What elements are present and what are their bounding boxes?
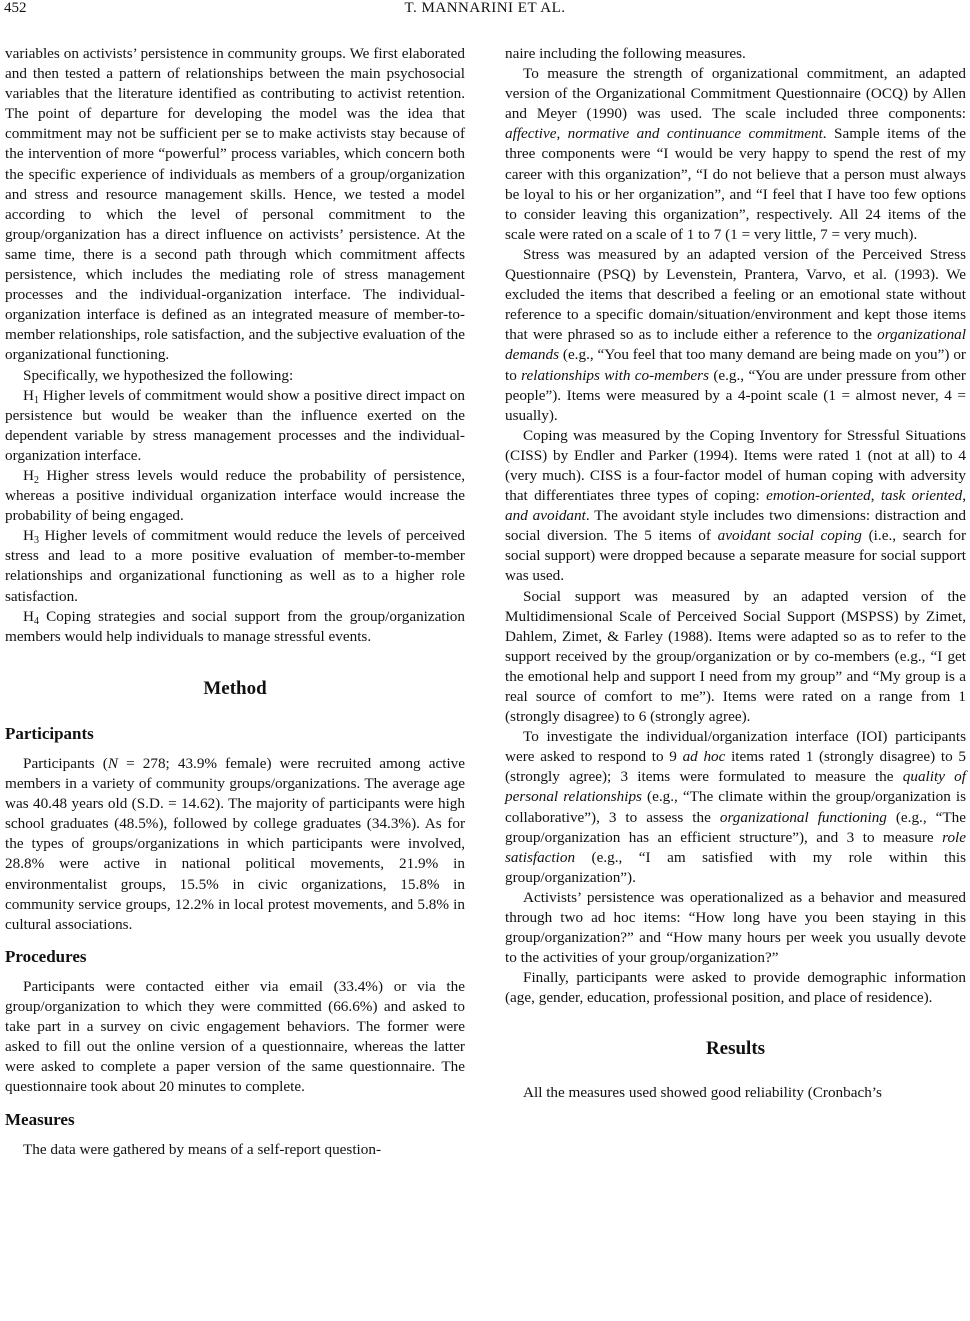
ocq-paragraph [505,64,966,245]
italic-run: normative and continuance commitment [567,125,823,143]
italic-run: and avoidant [505,507,586,525]
measures-heading: Measures [5,1109,75,1129]
procedures-paragraph: Participants were contacted either via email (33.4%) or via the group/organization to which they were committed (66.6%) and asked to take part in a survey on civic engagement behaviors. The former were asked to fill out the online version of a questionnaire, whereas the latter were asked to complete a paper version of the same questionnaire. The questionnaire took about 20 minutes to complete. [5,977,465,1096]
stress-paragraph [505,245,966,426]
text-run: Coping was measured by the Coping Inventory for Stressful Situations (CISS) by Endler and Parker (1994). Items were rated 1 (not at all) to 4 (very much). CISS is a four-factor model of human coping with adversity that differentiates three types of coping: [505,426,966,505]
text-run: . The avoidant style includes two dimensions: distraction and social diversion. The 5 items of [505,507,966,545]
italic-run: task oriented [880,487,963,505]
hyp-text: Higher levels of commitment would reduce the levels of perceived stress and lead to a more positive evaluation of member-to-member relationships and organizational functioning as well as to a higher role satisfaction. [5,527,465,605]
italic-run: ad hoc [682,748,726,766]
hyp-subscript: 4 [33,615,39,627]
text-run: Participants ( [23,755,108,772]
demographics-paragraph: Finally, participants were asked to provide demographic information (age, gender, education, professional position, and place of residence). [505,969,966,1007]
italic-run: role satisfaction [505,828,966,866]
text-run: (e.g., “I am satisfied with my role within this group/organization”). [505,848,966,886]
intro-paragraph: variables on activists’ persistence in community groups. We first elaborated and then tested a pattern of relationships between the main psychosocial variables that the literature identified as contributing to activist retention. The point of departure for developing the model was the idea that commitment may not be sufficient per se to make activists stay because of the intervention of more “powerful” process variables, which concern both the specific experience of individuals as members of a group/organization and stress and resource management skills. Hence, we tested a model according to which the level of personal commitment to the group/organization has a direct influence on activists’ persistence. At the same time, there is a second path through which commitment affects persistence, which includes the mediating role of stress management processes and the individual-organization interface. The individual-organization interface is defined as an integrated measure of member-to-member relationships, role satisfaction, and the subjective evaluation of the organizational functioning. [5,45,465,364]
hypothesis-3: $H_3$ Higher levels of commitment would reduce the levels of perceived stress and lead to a more positive evaluation of member-to-member relationships and organizational functioning as well as to a higher role satisfaction. [5,527,465,605]
results-paragraph: All the measures used showed good reliability (Cronbach’s [523,1083,882,1101]
method-heading: Method [203,677,267,699]
text-run: Stress was measured by an adapted version of the Perceived Stress Questionnaire (PSQ) by Levenstein, Prantera, Varvo, et al. (1993). We excluded the items that described a feeling or an emotional state without reference to a specific domain/situation/environment and kept those items that were phrased so as to include either a reference to the [505,245,966,344]
hypothesis-2: $H_2$ Higher stress levels would reduce the probability of persistence, whereas a positive individual organization interface would increase the probability of being engaged. [5,466,465,525]
coping-paragraph [505,426,966,587]
hyp-subscript: 3 [33,535,39,547]
text-run: (e.g., “The group/organization has an efficient structure”), and 3 to measure [505,808,966,846]
text-run: (e.g., “You are under pressure from other people”). Items were measured by a 4-point scale (1 = almost never, 4 = usually). [505,366,966,424]
participants-heading: Participants [5,723,94,743]
text-run: , [870,487,881,505]
italic-run: N [107,755,118,772]
measures-continued: naire including the following measures. [505,45,746,62]
participants-paragraph [5,754,465,935]
text-run: . Sample items of the three components were “I would be very happy to spend the rest of my career with this organization”, “I do not believe that a person must always be loyal to his or her organization”, and “I feel that I have too few options to consider leaving this organization”, respectively. All 24 items of the scale were rated on a scale of 1 to 7 (1 = very little, 7 = very much). [505,125,966,243]
text-run: , [962,487,966,505]
italic-run: quality of personal relationships [505,768,967,806]
hypothesis-1: $H_1$ Higher levels of commitment would show a positive direct impact on persistence but would be weaker than the influence exerted on the dependent variable by stress management processes and the individual-organization interface. [5,386,465,464]
results-heading: Results [705,1037,766,1059]
hyp-text: Higher levels of commitment would show a positive direct impact on persistence but would be weaker than the influence exerted on the dependent variable by stress management processes and the individual-organization interface. [5,386,465,464]
hyp-subscript: 1 [33,394,39,406]
page-number: 452 [4,0,27,16]
hypothesis-4: $H_4$ Coping strategies and social support from the group/organization members would help individuals to manage stressful events. [5,607,465,645]
italic-run: avoidant social coping [717,527,862,545]
left-column [5,44,465,1160]
text-run: items rated 1 (strongly disagree) to 5 (strongly agree); 3 items were formulated to measure the [505,748,966,786]
text-run: (i.e., search for social support) were dropped because a separate measure for social support was used. [505,527,967,585]
measures-paragraph: The data were gathered by means of a self-report question- [23,1140,382,1158]
persistence-paragraph: Activists’ persistence was operationalized as a behavior and measured through two ad hoc items: “How long have you been staying in this group/organization?” and “How many hours per week you usually devote to the activities of your group/organization?” [505,888,966,967]
ioi-paragraph [505,727,966,888]
right-column [505,44,966,1103]
social-support-paragraph: Social support was measured by an adapted version of the Multidimensional Scale of Perceived Social Support (MSPSS) by Zimet, Dahlem, Zimet, & Farley (1988). Items were adapted so as to refer to the support received by the group/organization or by co-members (e.g., “I get the emotional help and support I need from my group” and “My group is a real source of comfort to me”). Items were rated on a range from 1 (strongly disagree) to 6 (strongly agree). [505,587,966,726]
running-header [0,0,970,20]
italic-run: affective [505,125,557,143]
procedures-heading: Procedures [5,946,87,966]
text-run: (e.g., “The climate within the group/organization is collaborative”), 3 to assess the [505,788,966,826]
text-run: To measure the strength of organizational commitment, an adapted version of the Organizational Commitment Questionnaire (OCQ) by Allen and Meyer (1990) was used. The scale included three components: [505,65,966,123]
text-run: (e.g., “You feel that too many demand are being made on you”) or to [505,346,966,384]
italic-run: emotion-oriented [766,487,871,505]
italic-run: organizational demands [505,326,966,364]
text-run: , [556,125,568,143]
hyp-text: Higher stress levels would reduce the probability of persistence, whereas a positive individual organization interface would increase the probability of being engaged. [5,466,465,525]
text-run: To investigate the individual/organization interface (IOI) participants were asked to respond to 9 [505,728,966,766]
hyp-text: Coping strategies and social support from the group/organization members would help individuals to manage stressful events. [5,607,465,645]
running-head: T. MANNARINI ET AL. [404,0,566,16]
hypotheses-intro: Specifically, we hypothesized the following: [23,366,294,384]
text-run: = 278; 43.9% female) were recruited among active members in a variety of community groups/organizations. The average age was 40.48 years old (S.D. = 14.62). The majority of participants were high school graduates (48.5%), followed by college graduates (34.3%). As for the types of groups/organizations in which participants were involved, 28.8% were active in national political movements, 21.9% in environmentalist groups, 15.5% in civic organizations, 15.8% in community service groups, 12.2% in local protest movements, and 5.8% in cultural associations. [5,755,465,933]
hyp-subscript: 2 [33,474,39,486]
italic-run: organizational functioning [719,808,887,826]
italic-run: relationships with co-members [521,366,709,384]
